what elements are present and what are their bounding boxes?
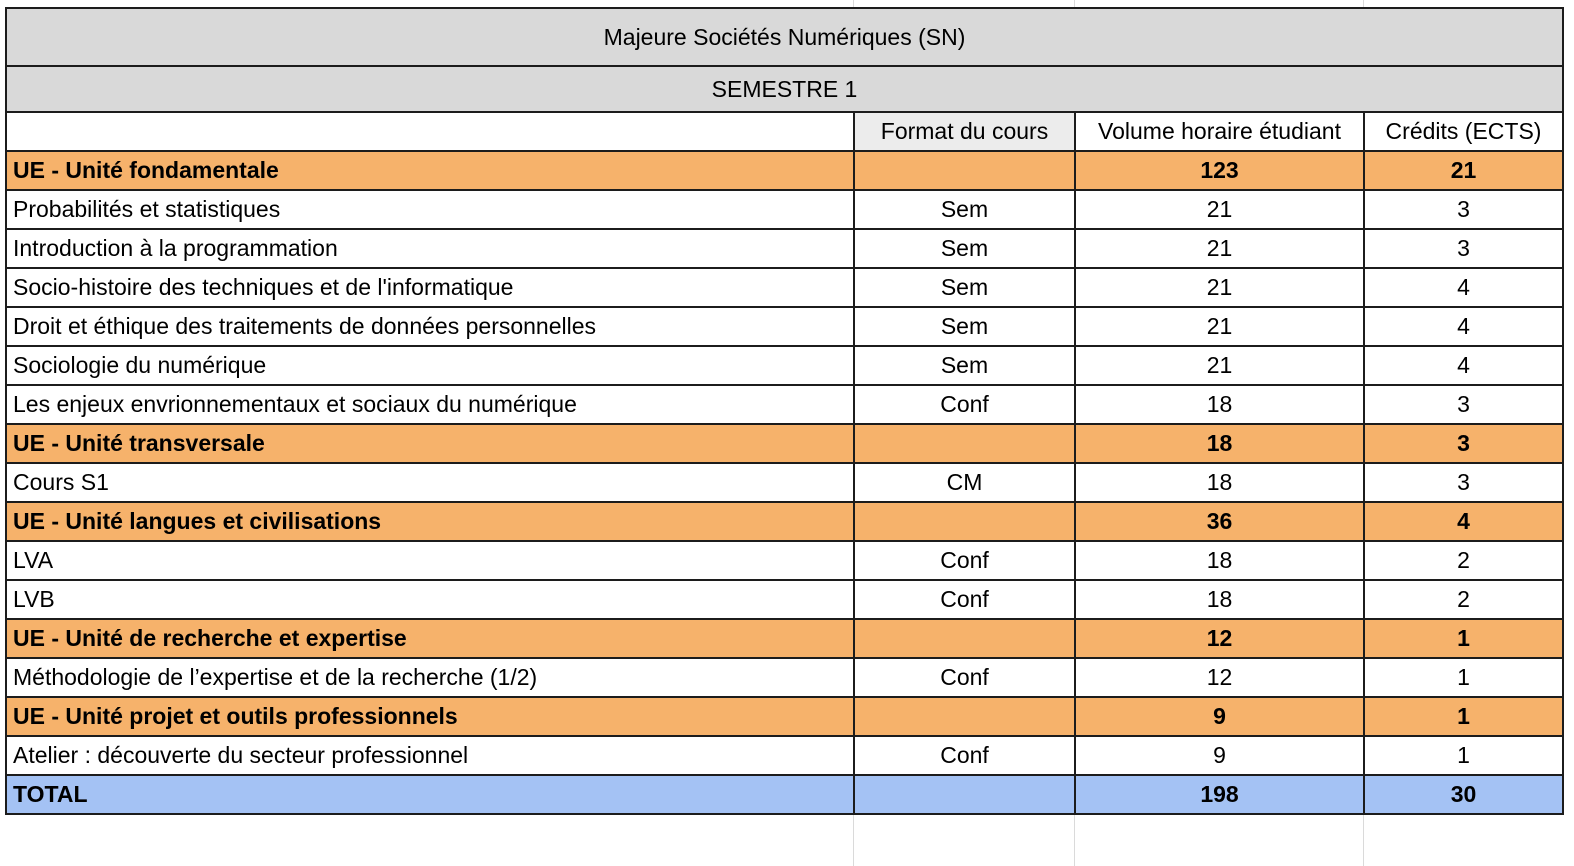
cell-volume[interactable]: 9: [1075, 697, 1364, 736]
cell-credits[interactable]: 3: [1364, 385, 1563, 424]
cell-volume[interactable]: 21: [1075, 307, 1364, 346]
cell-volume[interactable]: 21: [1075, 268, 1364, 307]
table-row: [6, 268, 1563, 307]
cell-credits[interactable]: 3: [1364, 424, 1563, 463]
cell-format[interactable]: [854, 775, 1075, 814]
title-row: [6, 8, 1563, 66]
ue-row: [6, 619, 1563, 658]
cell-label[interactable]: Atelier : découverte du secteur professionnel: [6, 736, 854, 775]
cell-credits[interactable]: 4: [1364, 307, 1563, 346]
cell-credits[interactable]: 1: [1364, 697, 1563, 736]
cell-volume[interactable]: 12: [1075, 658, 1364, 697]
cell-credits[interactable]: 1: [1364, 619, 1563, 658]
cell-volume[interactable]: 9: [1075, 736, 1364, 775]
cell-volume[interactable]: 21: [1075, 229, 1364, 268]
table-title[interactable]: Majeure Sociétés Numériques (SN): [6, 8, 1563, 66]
cell-volume[interactable]: 123: [1075, 151, 1364, 190]
table-row: [6, 346, 1563, 385]
ue-row: [6, 697, 1563, 736]
ue-row: [6, 502, 1563, 541]
semester-row: [6, 66, 1563, 112]
cell-label[interactable]: UE - Unité langues et civilisations: [6, 502, 854, 541]
cell-label[interactable]: Probabilités et statistiques: [6, 190, 854, 229]
cell-label[interactable]: Méthodologie de l’expertise et de la recherche (1/2): [6, 658, 854, 697]
table-row: [6, 541, 1563, 580]
cell-credits[interactable]: 4: [1364, 346, 1563, 385]
cell-label[interactable]: Sociologie du numérique: [6, 346, 854, 385]
cell-format[interactable]: Conf: [854, 580, 1075, 619]
cell-volume[interactable]: 21: [1075, 190, 1364, 229]
cell-format[interactable]: Sem: [854, 268, 1075, 307]
cell-volume[interactable]: 18: [1075, 463, 1364, 502]
cell-format[interactable]: [854, 697, 1075, 736]
cell-format[interactable]: Sem: [854, 346, 1075, 385]
cell-format[interactable]: Conf: [854, 385, 1075, 424]
cell-label[interactable]: UE - Unité de recherche et expertise: [6, 619, 854, 658]
table-row: [6, 580, 1563, 619]
total-row: [6, 775, 1563, 814]
cell-volume[interactable]: 12: [1075, 619, 1364, 658]
header-cell-format[interactable]: Format du cours: [854, 112, 1075, 151]
cell-label[interactable]: Cours S1: [6, 463, 854, 502]
ue-row: [6, 151, 1563, 190]
cell-volume[interactable]: 18: [1075, 424, 1364, 463]
cell-credits[interactable]: 3: [1364, 463, 1563, 502]
ue-row: [6, 424, 1563, 463]
cell-label[interactable]: LVB: [6, 580, 854, 619]
cell-label[interactable]: Les enjeux envrionnementaux et sociaux du numérique: [6, 385, 854, 424]
cell-credits[interactable]: 2: [1364, 580, 1563, 619]
cell-format[interactable]: [854, 424, 1075, 463]
cell-format[interactable]: [854, 151, 1075, 190]
cell-credits[interactable]: 4: [1364, 502, 1563, 541]
cell-format[interactable]: Sem: [854, 307, 1075, 346]
cell-credits[interactable]: 3: [1364, 229, 1563, 268]
table-row: [6, 736, 1563, 775]
cell-volume[interactable]: 36: [1075, 502, 1364, 541]
header-cell-credits[interactable]: Crédits (ECTS): [1364, 112, 1563, 151]
cell-credits[interactable]: 1: [1364, 658, 1563, 697]
cell-label[interactable]: LVA: [6, 541, 854, 580]
cell-volume[interactable]: 18: [1075, 385, 1364, 424]
cell-label[interactable]: UE - Unité fondamentale: [6, 151, 854, 190]
cell-volume[interactable]: 18: [1075, 541, 1364, 580]
table-row: [6, 658, 1563, 697]
curriculum-table: [5, 7, 1564, 815]
cell-label[interactable]: Socio-histoire des techniques et de l'informatique: [6, 268, 854, 307]
cell-format[interactable]: Sem: [854, 190, 1075, 229]
cell-format[interactable]: Conf: [854, 736, 1075, 775]
cell-label[interactable]: TOTAL: [6, 775, 854, 814]
cell-volume[interactable]: 18: [1075, 580, 1364, 619]
cell-format[interactable]: Conf: [854, 658, 1075, 697]
cell-format[interactable]: [854, 502, 1075, 541]
cell-format[interactable]: Conf: [854, 541, 1075, 580]
header-cell-label[interactable]: [6, 112, 854, 151]
table-row: [6, 385, 1563, 424]
table-row: [6, 229, 1563, 268]
cell-format[interactable]: Sem: [854, 229, 1075, 268]
cell-label[interactable]: Droit et éthique des traitements de données personnelles: [6, 307, 854, 346]
cell-credits[interactable]: 3: [1364, 190, 1563, 229]
cell-label[interactable]: Introduction à la programmation: [6, 229, 854, 268]
table-row: [6, 463, 1563, 502]
cell-label[interactable]: UE - Unité transversale: [6, 424, 854, 463]
cell-volume[interactable]: 21: [1075, 346, 1364, 385]
cell-credits[interactable]: 21: [1364, 151, 1563, 190]
table-row: [6, 190, 1563, 229]
cell-credits[interactable]: 30: [1364, 775, 1563, 814]
cell-credits[interactable]: 1: [1364, 736, 1563, 775]
header-cell-volume[interactable]: Volume horaire étudiant: [1075, 112, 1364, 151]
cell-format[interactable]: CM: [854, 463, 1075, 502]
cell-volume[interactable]: 198: [1075, 775, 1364, 814]
cell-credits[interactable]: 2: [1364, 541, 1563, 580]
cell-format[interactable]: [854, 619, 1075, 658]
cell-label[interactable]: UE - Unité projet et outils professionnels: [6, 697, 854, 736]
cell-credits[interactable]: 4: [1364, 268, 1563, 307]
semester-label[interactable]: SEMESTRE 1: [6, 66, 1563, 112]
header-row: [6, 112, 1563, 151]
table-row: [6, 307, 1563, 346]
